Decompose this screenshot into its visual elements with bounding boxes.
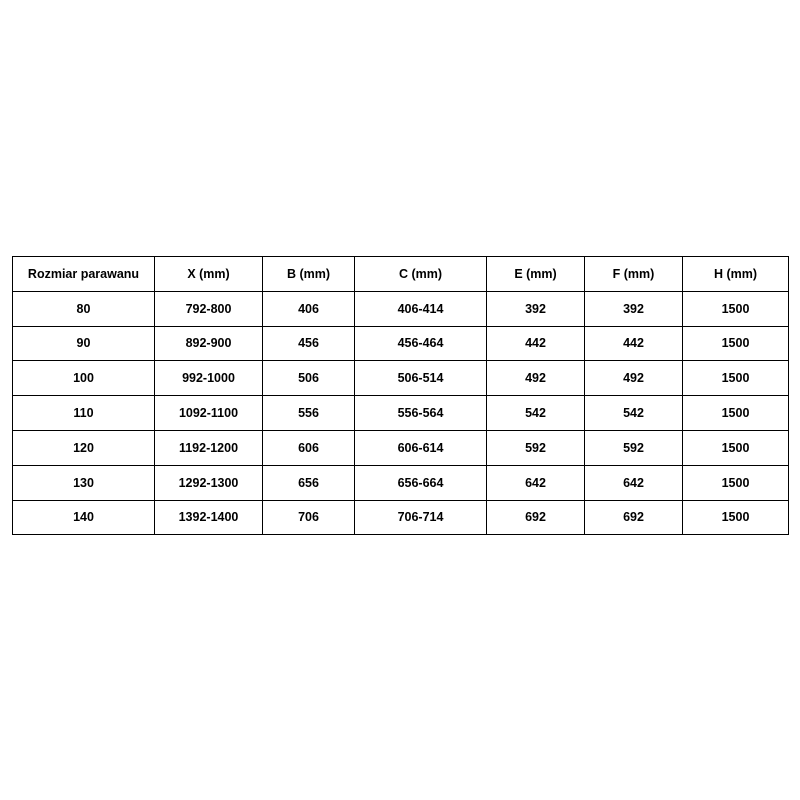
table-cell: 1500	[683, 291, 789, 326]
table-row	[13, 396, 789, 431]
specification-table	[12, 256, 789, 535]
column-header-rozmiar-parawanu: Rozmiar parawanu	[13, 257, 155, 292]
table-cell: 556	[263, 396, 355, 431]
table-row	[13, 465, 789, 500]
table-cell: 1500	[683, 500, 789, 535]
column-header-c: C (mm)	[355, 257, 487, 292]
table-cell: 542	[585, 396, 683, 431]
table-cell: 1292-1300	[155, 465, 263, 500]
table-cell: 656	[263, 465, 355, 500]
table-cell: 992-1000	[155, 361, 263, 396]
table-cell: 130	[13, 465, 155, 500]
table-cell: 556-564	[355, 396, 487, 431]
table-cell: 1500	[683, 430, 789, 465]
table-cell: 492	[487, 361, 585, 396]
table-cell: 456-464	[355, 326, 487, 361]
table-cell: 706	[263, 500, 355, 535]
table-cell: 100	[13, 361, 155, 396]
table-cell: 642	[487, 465, 585, 500]
column-header-f: F (mm)	[585, 257, 683, 292]
table-cell: 506-514	[355, 361, 487, 396]
table-cell: 140	[13, 500, 155, 535]
table-cell: 110	[13, 396, 155, 431]
table-cell: 1392-1400	[155, 500, 263, 535]
table-cell: 120	[13, 430, 155, 465]
table-cell: 656-664	[355, 465, 487, 500]
table-header-row	[13, 257, 789, 292]
table-row	[13, 500, 789, 535]
table-cell: 442	[585, 326, 683, 361]
table-cell: 392	[487, 291, 585, 326]
table-cell: 406	[263, 291, 355, 326]
table-cell: 692	[487, 500, 585, 535]
column-header-h: H (mm)	[683, 257, 789, 292]
table-cell: 1500	[683, 326, 789, 361]
table-cell: 1500	[683, 396, 789, 431]
table-cell: 592	[487, 430, 585, 465]
table-cell: 80	[13, 291, 155, 326]
table-cell: 392	[585, 291, 683, 326]
table-cell: 406-414	[355, 291, 487, 326]
table-cell: 706-714	[355, 500, 487, 535]
table-cell: 606	[263, 430, 355, 465]
spec-table-container	[12, 256, 788, 535]
table-cell: 90	[13, 326, 155, 361]
column-header-b: B (mm)	[263, 257, 355, 292]
table-row	[13, 291, 789, 326]
column-header-e: E (mm)	[487, 257, 585, 292]
table-row	[13, 326, 789, 361]
table-cell: 892-900	[155, 326, 263, 361]
table-cell: 1500	[683, 361, 789, 396]
table-cell: 1192-1200	[155, 430, 263, 465]
table-cell: 506	[263, 361, 355, 396]
table-cell: 792-800	[155, 291, 263, 326]
column-header-x: X (mm)	[155, 257, 263, 292]
table-cell: 1500	[683, 465, 789, 500]
table-cell: 456	[263, 326, 355, 361]
table-row	[13, 430, 789, 465]
table-cell: 642	[585, 465, 683, 500]
table-row	[13, 361, 789, 396]
table-cell: 692	[585, 500, 683, 535]
table-cell: 542	[487, 396, 585, 431]
table-cell: 592	[585, 430, 683, 465]
table-cell: 442	[487, 326, 585, 361]
table-cell: 492	[585, 361, 683, 396]
table-cell: 606-614	[355, 430, 487, 465]
table-cell: 1092-1100	[155, 396, 263, 431]
